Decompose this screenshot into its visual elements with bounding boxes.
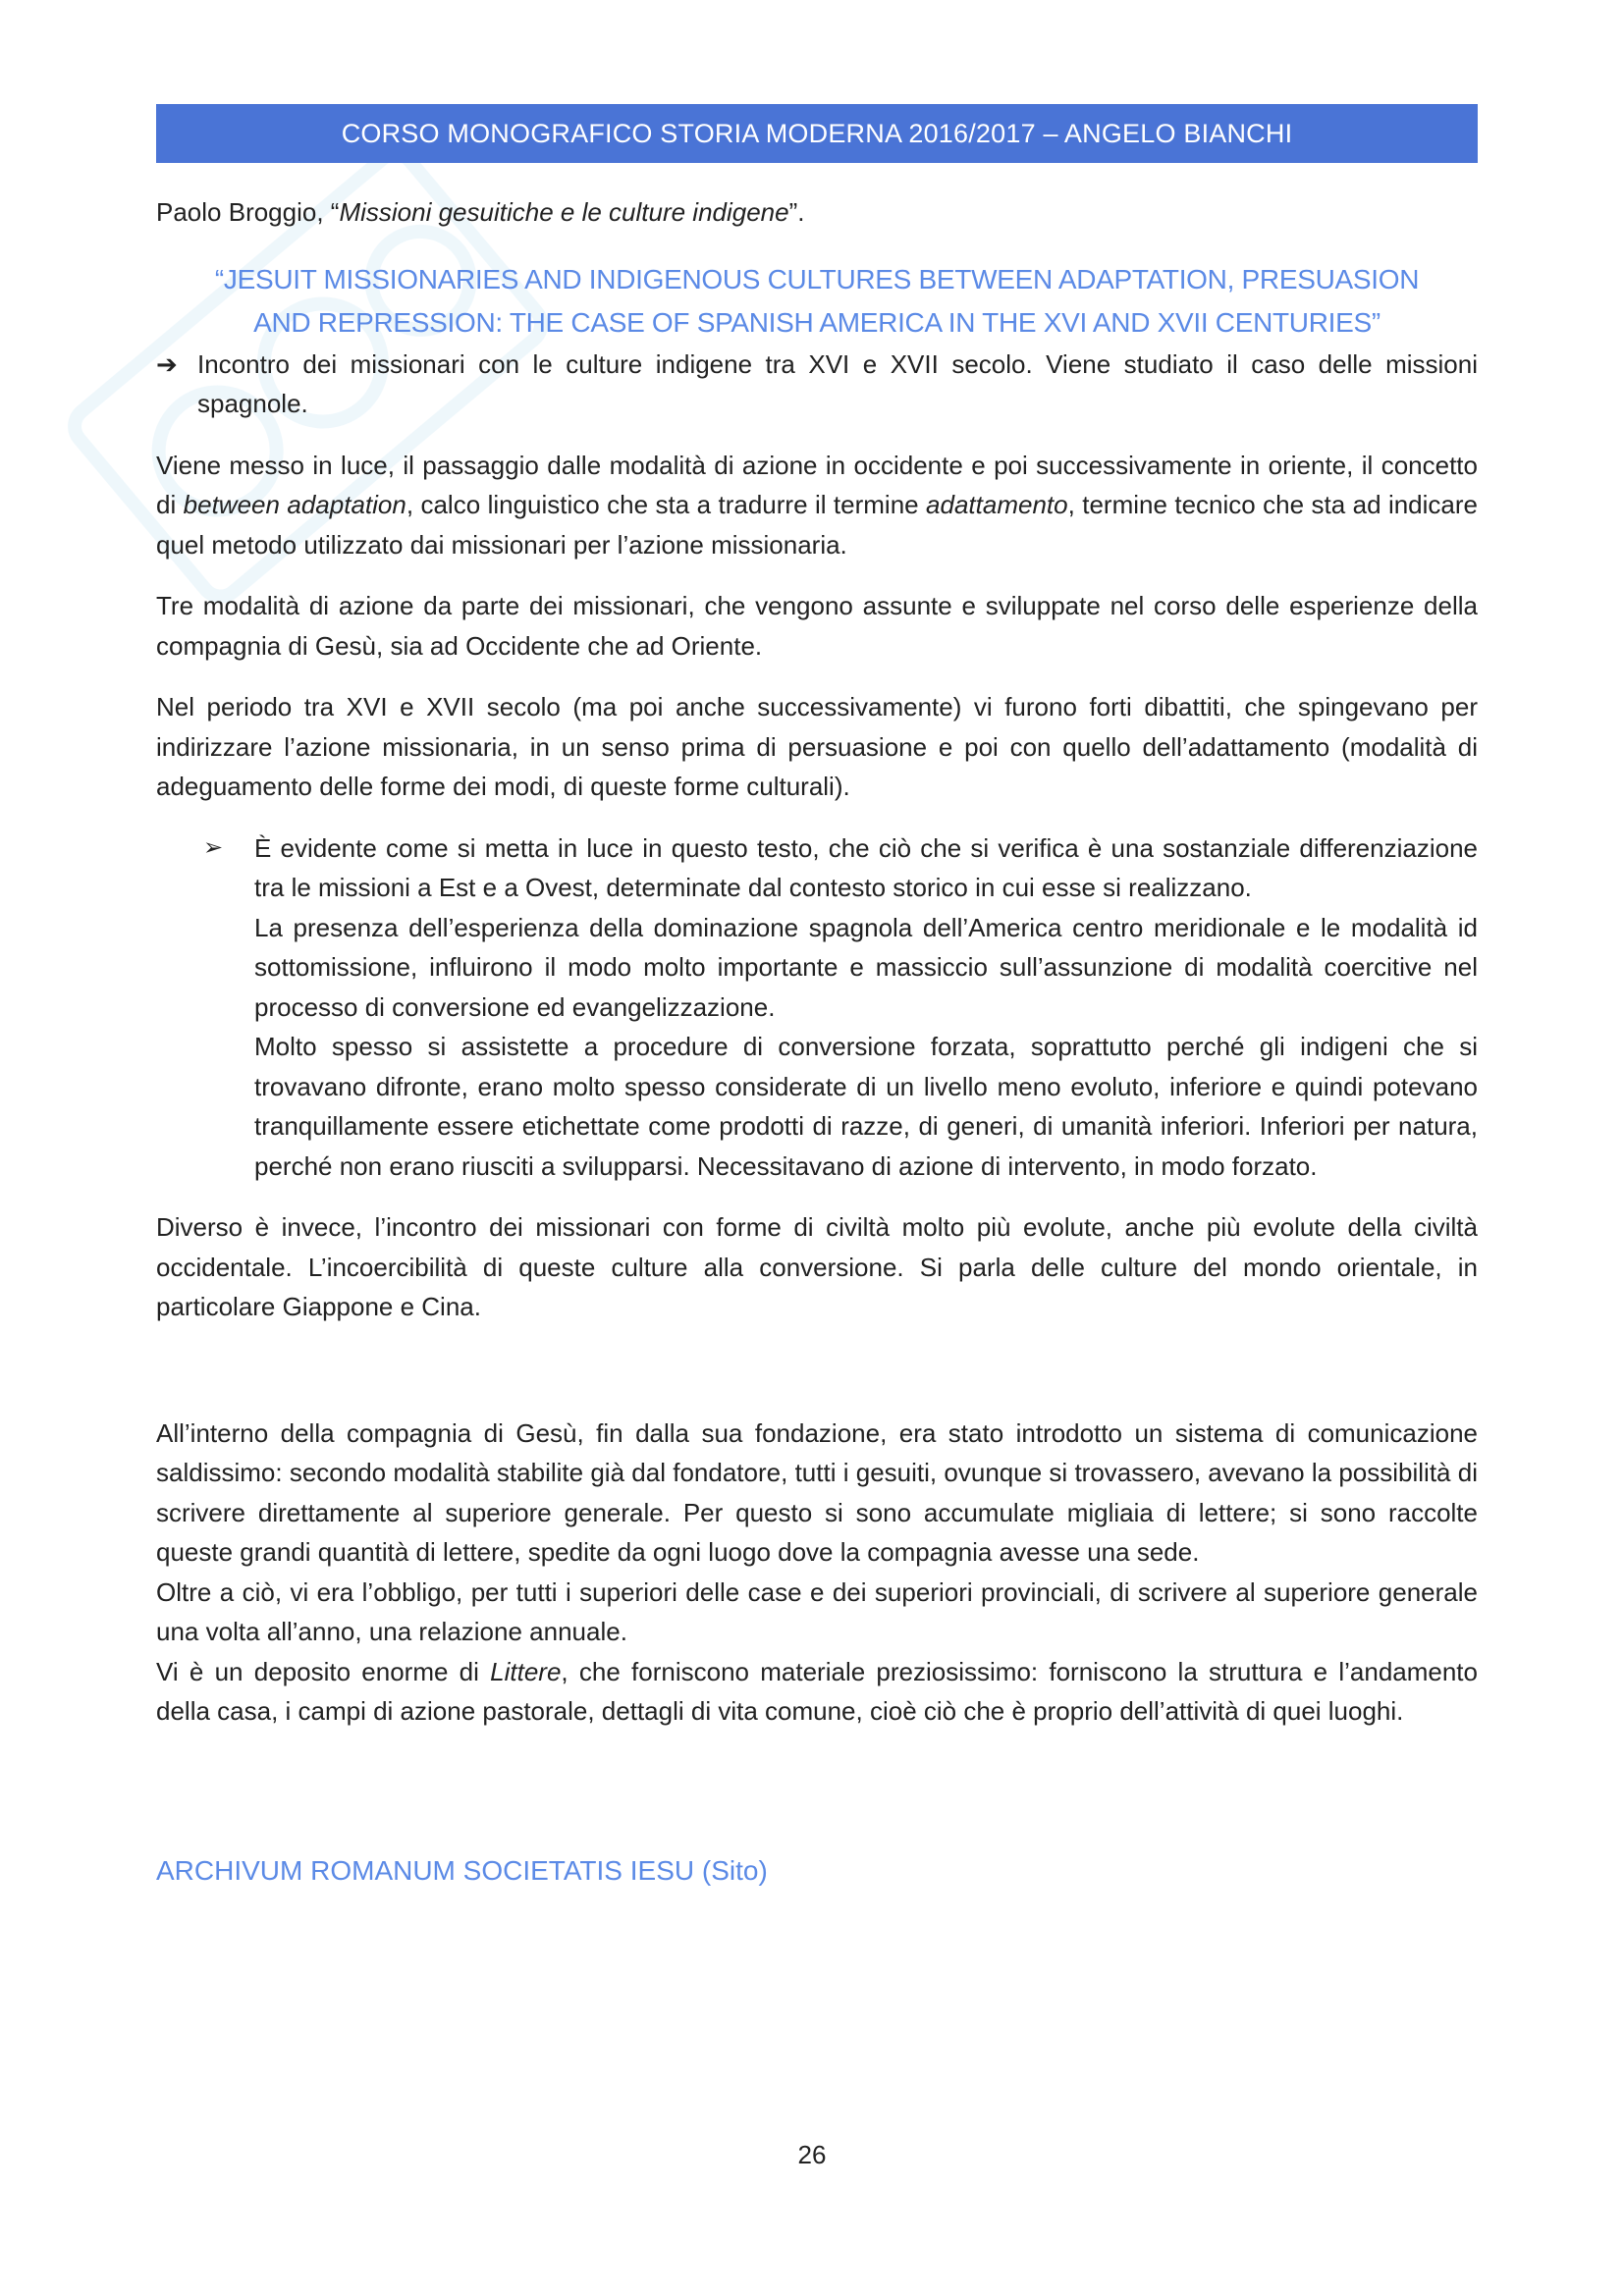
- bullet-paragraph-1: È evidente come si metta in luce in questo testo, che ciò che si verifica è una sostanziale differenziazione tra le missioni a Est e a Ovest, determinate dal contesto storico in cui esse si realizzano.: [254, 832, 1478, 902]
- paragraph-adaptation: [156, 446, 1478, 565]
- intro-line: [156, 192, 1478, 233]
- running-header: CORSO MONOGRAFICO STORIA MODERNA 2016/2017 – ANGELO BIANCHI: [156, 104, 1478, 163]
- para5-italic: Littere: [490, 1656, 562, 1686]
- intro-italic-title: Missioni gesuitiche e le culture indigene: [339, 197, 789, 227]
- paragraph-communication-3: [156, 1652, 1478, 1732]
- para1-text-2: , calco linguistico che sta a tradurre il termine: [406, 490, 927, 519]
- paragraph-debates: Nel periodo tra XVI e XVII secolo (ma poi anche successivamente) vi furono forti dibattiti, che spingevano per indirizzare l’azione missionaria, in un senso prima di persuasione e poi con quello dell’adattamento (modalità di adeguamento delle forme dei modi, di queste forme culturali).: [156, 692, 1478, 801]
- paragraph-communication-2: Oltre a ciò, vi era l’obbligo, per tutti i superiori delle case e dei superiori provinciali, di scrivere al superiore generale una volta all’anno, una relazione annuale.: [156, 1576, 1478, 1646]
- para1-text-3: , termine tecnico che sta ad indicare quel metodo utilizzato dai missionari per l’azione missionaria.: [156, 490, 1478, 560]
- arrow-list-item: [156, 345, 1478, 424]
- intro-prefix: Paolo Broggio, “: [156, 197, 340, 227]
- arrow-right-icon: ➔: [156, 348, 178, 379]
- spacer: [156, 1349, 1478, 1414]
- para1-text-1: Viene messo in luce, il passaggio dalle modalità di azione in occidente e poi successivamente in oriente, il concetto di: [156, 450, 1478, 519]
- para5-text-1: Vi è un deposito enorme di: [156, 1656, 491, 1686]
- bullet-paragraph-2: La presenza dell’esperienza della dominazione spagnola dell’America centro meridionale e le modalità id sottomissione, influirono il modo molto importante e massiccio sull’assunzione di modalità coercitive nel processo di conversione ed evangelizzazione.: [254, 912, 1478, 1022]
- page-number: 26: [797, 2140, 827, 2169]
- para1-italic-2: adattamento: [926, 490, 1068, 519]
- paragraph-communication-1: All’interno della compagnia di Gesù, fin dalla sua fondazione, era stato introdotto un sistema di comunicazione saldissimo: secondo modalità stabilite già dal fondatore, tutti i gesuiti, ovunque si trovassero, avevano la possibilità di scrivere direttamente al superiore generale. Per questo si sono accumulate migliaia di lettere; si sono raccolte queste grandi quantità di lettere, spedite da ogni luogo dove la compagnia avesse una sede.: [156, 1417, 1478, 1567]
- para1-italic-1: between adaptation: [183, 490, 406, 519]
- arrowhead-bullet-icon: ➢: [203, 833, 224, 861]
- paragraph-three-modalities: Tre modalità di azione da parte dei missionari, che vengono assunte e sviluppate nel corso delle esperienze della compagnia di Gesù, sia ad Occidente che ad Oriente.: [156, 591, 1478, 661]
- bullet-body: [254, 828, 1478, 1187]
- bullet-paragraph-3: Molto spesso si assistette a procedure di conversione forzata, soprattutto perché gli indigeni che si trovavano difronte, erano molto spesso considerate di un livello meno evoluto, inferiore e quindi potevano tranquillamente essere etichettate come prodotti di razze, di generi, di umanità inferiori. Inferiori per natura, perché non erano riusciti a svilupparsi. Necessitavano di azione di intervento, in modo forzato.: [254, 1032, 1478, 1181]
- archive-section-heading[interactable]: ARCHIVUM ROMANUM SOCIETATIS IESU (Sito): [156, 1854, 768, 1886]
- bullet-list-item: [156, 828, 1478, 1187]
- para5-text-2: , che forniscono materiale preziosissimo: forniscono la struttura e l’andamento della casa, i campi di azione pastorale, dettagli di vita comune, cioè ciò che è proprio dell’attività di quei luoghi.: [156, 1656, 1478, 1726]
- intro-suffix: ”.: [788, 197, 805, 227]
- page-content: [156, 192, 1478, 1893]
- article-title: “JESUIT MISSIONARIES AND INDIGENOUS CULTURES BETWEEN ADAPTATION, PRESUASION AND REPRESSION: THE CASE OF SPANISH AMERICA IN THE XVI AND XVII CENTURIES”: [214, 263, 1420, 338]
- paragraph-eastern-cultures: Diverso è invece, l’incontro dei missionari con forme di civiltà molto più evolute, anche più evolute della civiltà occidentale. L’incoercibilità di queste culture alla conversione. Si parla delle culture del mondo orientale, in particolare Giappone e Cina.: [156, 1212, 1478, 1321]
- arrow-item-text: Incontro dei missionari con le culture indigene tra XVI e XVII secolo. Viene studiato il caso delle missioni spagnole.: [197, 348, 1478, 418]
